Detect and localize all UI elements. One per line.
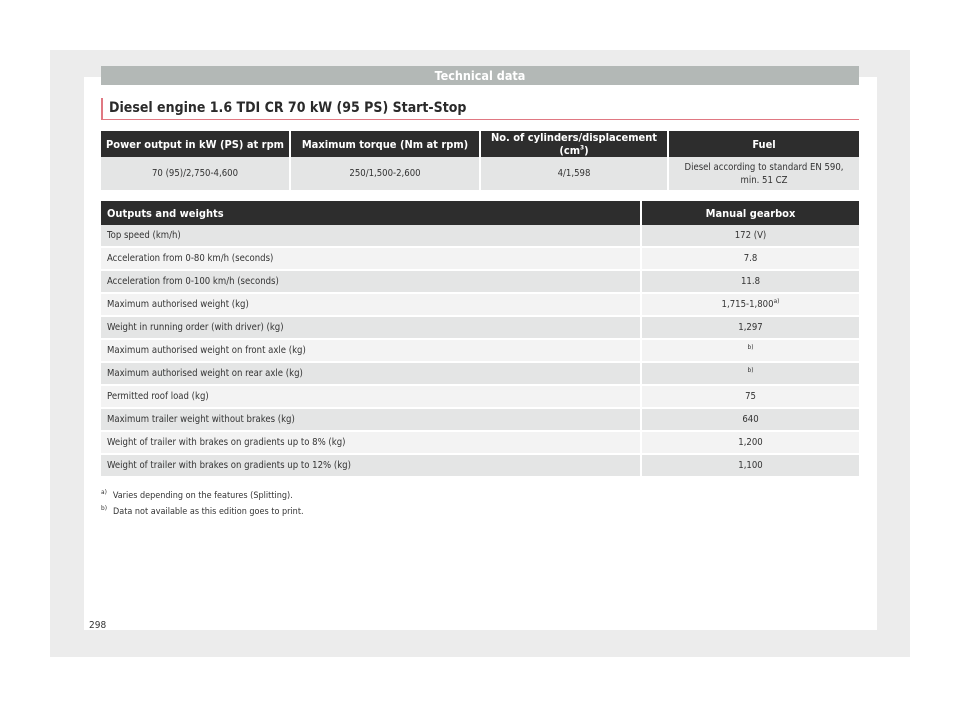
footnote-a (101, 489, 304, 505)
row-value (642, 271, 859, 294)
row-value-footnote-mark: b) (747, 342, 754, 351)
row-value-footnote-mark: a) (773, 296, 780, 305)
row-value-text: 75 (745, 391, 756, 402)
page-number: 298 (89, 620, 107, 631)
footnote-text: Varies depending on the features (Splitting). (112, 491, 293, 501)
row-value-text: 11.8 (740, 276, 761, 287)
engine-col-cylinders-sup: 3 (580, 143, 585, 152)
engine-table-row (101, 157, 859, 192)
row-value-footnote-mark: b) (747, 365, 754, 374)
weights-table-header-row (101, 201, 859, 225)
row-value-text: 640 (742, 414, 759, 425)
engine-power-cell: 70 (95)/2,750-4,600 (101, 157, 291, 192)
engine-col-fuel: Fuel (669, 131, 859, 157)
row-value (642, 294, 859, 317)
engine-col-cylinders (481, 131, 669, 157)
weights-table-body (101, 225, 859, 478)
engine-col-torque: Maximum torque (Nm at rpm) (291, 131, 481, 157)
row-value (642, 317, 859, 340)
row-label: Maximum trailer weight without brakes (kg) (101, 409, 642, 432)
row-value (642, 386, 859, 409)
footnote-mark: a) (101, 488, 107, 496)
table-row (101, 455, 859, 478)
engine-col-cylinders-text: No. of cylinders/displacement (cm (490, 131, 658, 157)
weights-col-gearbox: Manual gearbox (642, 201, 859, 225)
row-value (642, 409, 859, 432)
row-label: Maximum authorised weight on front axle (kg) (101, 340, 642, 363)
row-value-text: 172 (V) (734, 230, 767, 241)
weights-col-outputs: Outputs and weights (101, 201, 642, 225)
footnote-mark: b) (101, 504, 107, 512)
engine-col-cylinders-close: ) (584, 144, 589, 157)
row-label: Permitted roof load (kg) (101, 386, 642, 409)
engine-torque-cell: 250/1,500-2,600 (291, 157, 481, 192)
row-value (642, 225, 859, 248)
title-underline (101, 119, 859, 120)
row-label: Acceleration from 0-80 km/h (seconds) (101, 248, 642, 271)
footnotes (101, 489, 304, 521)
row-label: Weight of trailer with brakes on gradients up to 12% (kg) (101, 455, 642, 478)
row-label: Top speed (km/h) (101, 225, 642, 248)
row-label: Maximum authorised weight (kg) (101, 294, 642, 317)
table-row (101, 409, 859, 432)
section-title: Diesel engine 1.6 TDI CR 70 kW (95 PS) Start-Stop (101, 98, 859, 120)
table-row (101, 294, 859, 317)
row-value (642, 248, 859, 271)
row-label: Weight in running order (with driver) (kg) (101, 317, 642, 340)
weights-table (101, 201, 859, 478)
chapter-header: Technical data (101, 66, 859, 85)
row-label: Weight of trailer with brakes on gradients up to 8% (kg) (101, 432, 642, 455)
row-value (642, 432, 859, 455)
row-label: Maximum authorised weight on rear axle (kg) (101, 363, 642, 386)
engine-table (101, 131, 859, 192)
footnote-b (101, 505, 304, 521)
row-value (642, 363, 859, 386)
row-label: Acceleration from 0-100 km/h (seconds) (101, 271, 642, 294)
engine-table-header-row (101, 131, 859, 157)
table-row (101, 363, 859, 386)
table-row (101, 386, 859, 409)
row-value (642, 340, 859, 363)
engine-cylinders-cell: 4/1,598 (481, 157, 669, 192)
row-value-text: 1,100 (738, 460, 763, 471)
table-row (101, 432, 859, 455)
engine-col-power: Power output in kW (PS) at rpm (101, 131, 291, 157)
footnote-text: Data not available as this edition goes to print. (113, 507, 304, 517)
table-row (101, 317, 859, 340)
engine-fuel-cell: Diesel according to standard EN 590, min. 51 CZ (669, 157, 859, 192)
table-row (101, 271, 859, 294)
table-row (101, 248, 859, 271)
table-row (101, 225, 859, 248)
row-value (642, 455, 859, 478)
row-value-text: 1,200 (738, 437, 763, 448)
table-row (101, 340, 859, 363)
row-value-text: 1,715-1,800 (721, 299, 774, 310)
row-value-text: 1,297 (738, 322, 763, 333)
row-value-text: 7.8 (743, 253, 758, 264)
